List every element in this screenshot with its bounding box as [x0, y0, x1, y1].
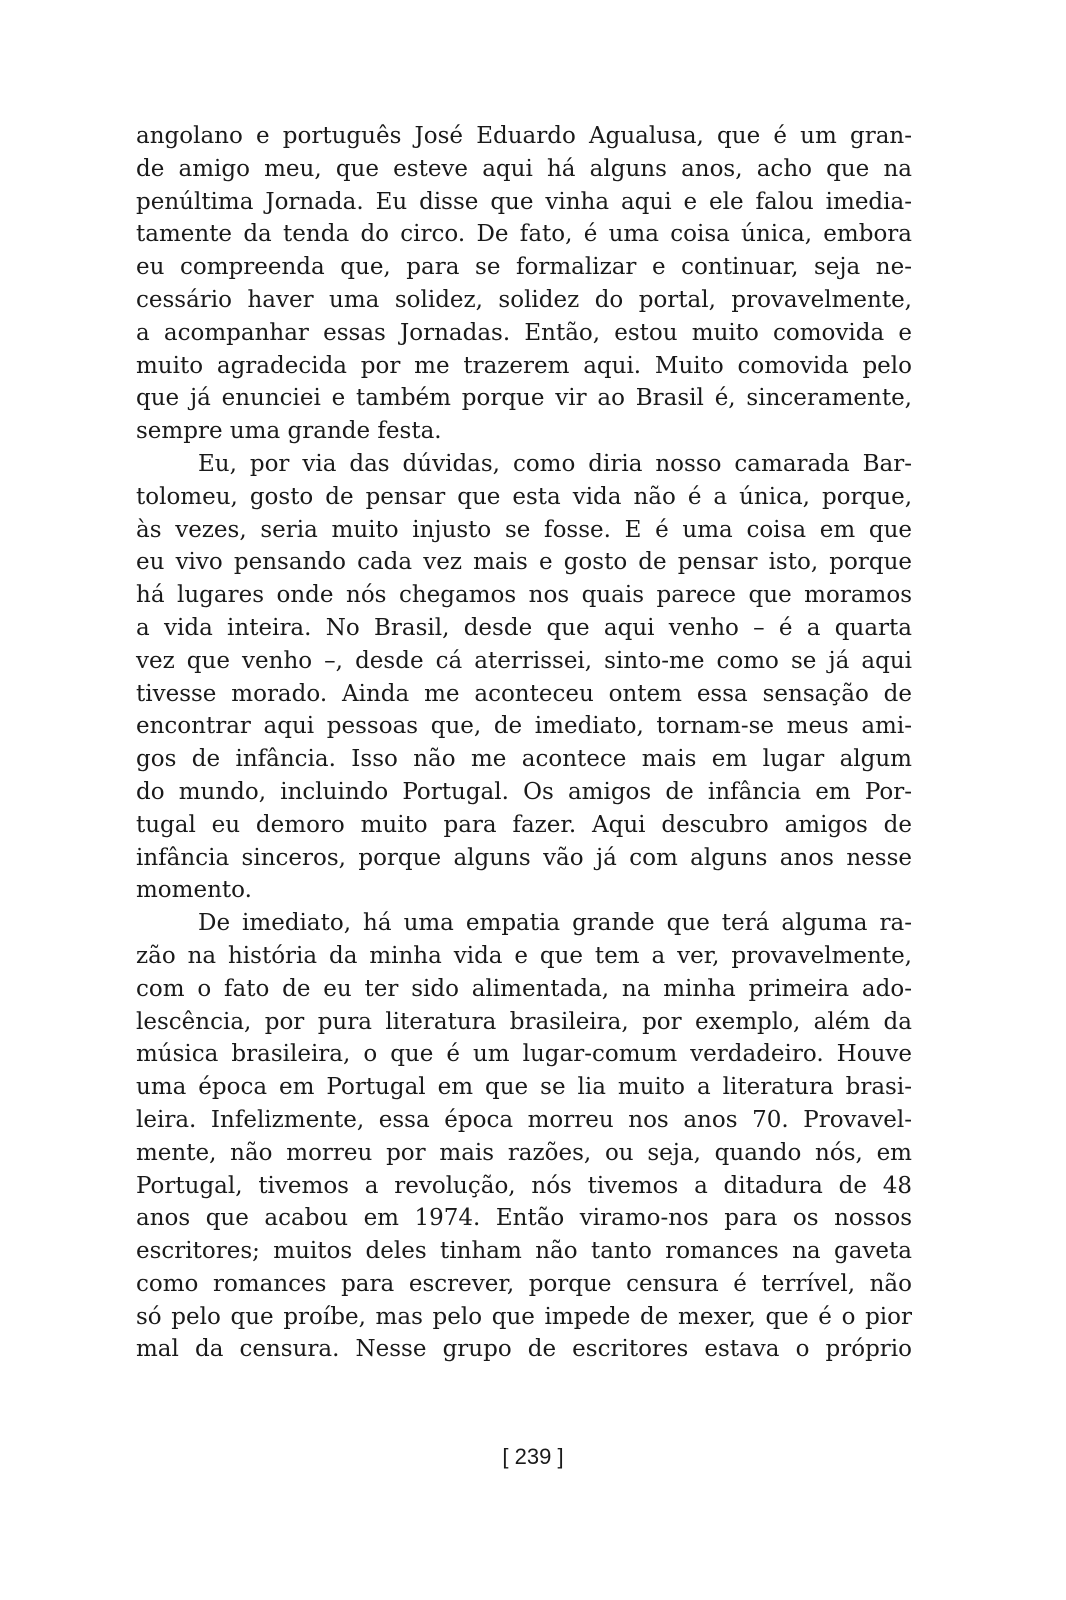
text-line: que já enunciei e também porque vir ao Brasil é, sinceramente,: [136, 385, 912, 412]
text-line: do mundo, incluindo Portugal. Os amigos de infância em Por-: [136, 778, 912, 805]
text-line: tamente da tenda do circo. De fato, é uma coisa única, embora: [136, 221, 912, 248]
text-line: De imediato, há uma empatia grande que terá alguma ra-: [198, 910, 912, 937]
text-line: gos de infância. Isso não me acontece mais em lugar algum: [136, 746, 912, 773]
text-line: tivesse morado. Ainda me aconteceu ontem essa sensação de: [136, 680, 912, 707]
text-line: música brasileira, o que é um lugar-comum verdadeiro. Houve: [136, 1041, 912, 1068]
text-line: uma época em Portugal em que se lia muito a literatura brasi-: [136, 1074, 912, 1101]
text-line: como romances para escrever, porque censura é terrível, não: [136, 1270, 912, 1297]
page-number: [ 239 ]: [502, 1444, 564, 1469]
paragraph: [136, 120, 912, 448]
text-line: eu vivo pensando cada vez mais e gosto de pensar isto, porque: [136, 549, 912, 576]
text-line: Portugal, tivemos a revolução, nós tivemos a ditadura de 48: [136, 1172, 912, 1199]
text-line: com o fato de eu ter sido alimentada, na minha primeira ado-: [136, 975, 912, 1002]
text-line: há lugares onde nós chegamos nos quais parece que moramos: [136, 582, 912, 609]
text-line: lescência, por pura literatura brasileira, por exemplo, além da: [136, 1008, 912, 1035]
body-text: [136, 120, 912, 1366]
text-line: mente, não morreu por mais razões, ou seja, quando nós, em: [136, 1139, 912, 1166]
paragraph: [136, 907, 912, 1366]
text-line: momento.: [136, 877, 252, 904]
text-line: só pelo que proíbe, mas pelo que impede de mexer, que é o pior: [136, 1303, 912, 1330]
text-line: tugal eu demoro muito para fazer. Aqui descubro amigos de: [136, 811, 912, 838]
text-line: tolomeu, gosto de pensar que esta vida não é a única, porque,: [136, 483, 912, 510]
text-line: mal da censura. Nesse grupo de escritores estava o próprio: [136, 1336, 912, 1363]
text-line: muito agradecida por me trazerem aqui. Muito comovida pelo: [136, 352, 912, 379]
text-line: leira. Infelizmente, essa época morreu nos anos 70. Provavel-: [136, 1106, 912, 1133]
text-line: sempre uma grande festa.: [136, 418, 442, 445]
text-line: anos que acabou em 1974. Então viramo-nos para os nossos: [136, 1205, 912, 1232]
text-line: vez que venho –, desde cá aterrissei, sinto-me como se já aqui: [136, 647, 912, 674]
text-line: encontrar aqui pessoas que, de imediato, tornam-se meus ami-: [136, 713, 912, 740]
text-line: escritores; muitos deles tinham não tanto romances na gaveta: [136, 1238, 912, 1265]
text-line: às vezes, seria muito injusto se fosse. E é uma coisa em que: [136, 516, 912, 543]
paragraph: [136, 448, 912, 907]
text-line: de amigo meu, que esteve aqui há alguns anos, acho que na: [136, 155, 912, 182]
text-line: infância sinceros, porque alguns vão já com alguns anos nesse: [136, 844, 912, 871]
text-line: cessário haver uma solidez, solidez do portal, provavelmente,: [136, 286, 912, 313]
text-line: penúltima Jornada. Eu disse que vinha aqui e ele falou imedia-: [136, 188, 912, 215]
text-line: zão na história da minha vida e que tem a ver, provavelmente,: [136, 942, 912, 969]
text-line: a acompanhar essas Jornadas. Então, estou muito comovida e: [136, 319, 912, 346]
text-line: Eu, por via das dúvidas, como diria nosso camarada Bar-: [198, 450, 912, 477]
text-line: angolano e português José Eduardo Agualusa, que é um gran-: [136, 123, 912, 149]
text-line: a vida inteira. No Brasil, desde que aqui venho – é a quarta: [136, 614, 912, 641]
text-line: eu compreenda que, para se formalizar e continuar, seja ne-: [136, 254, 912, 281]
